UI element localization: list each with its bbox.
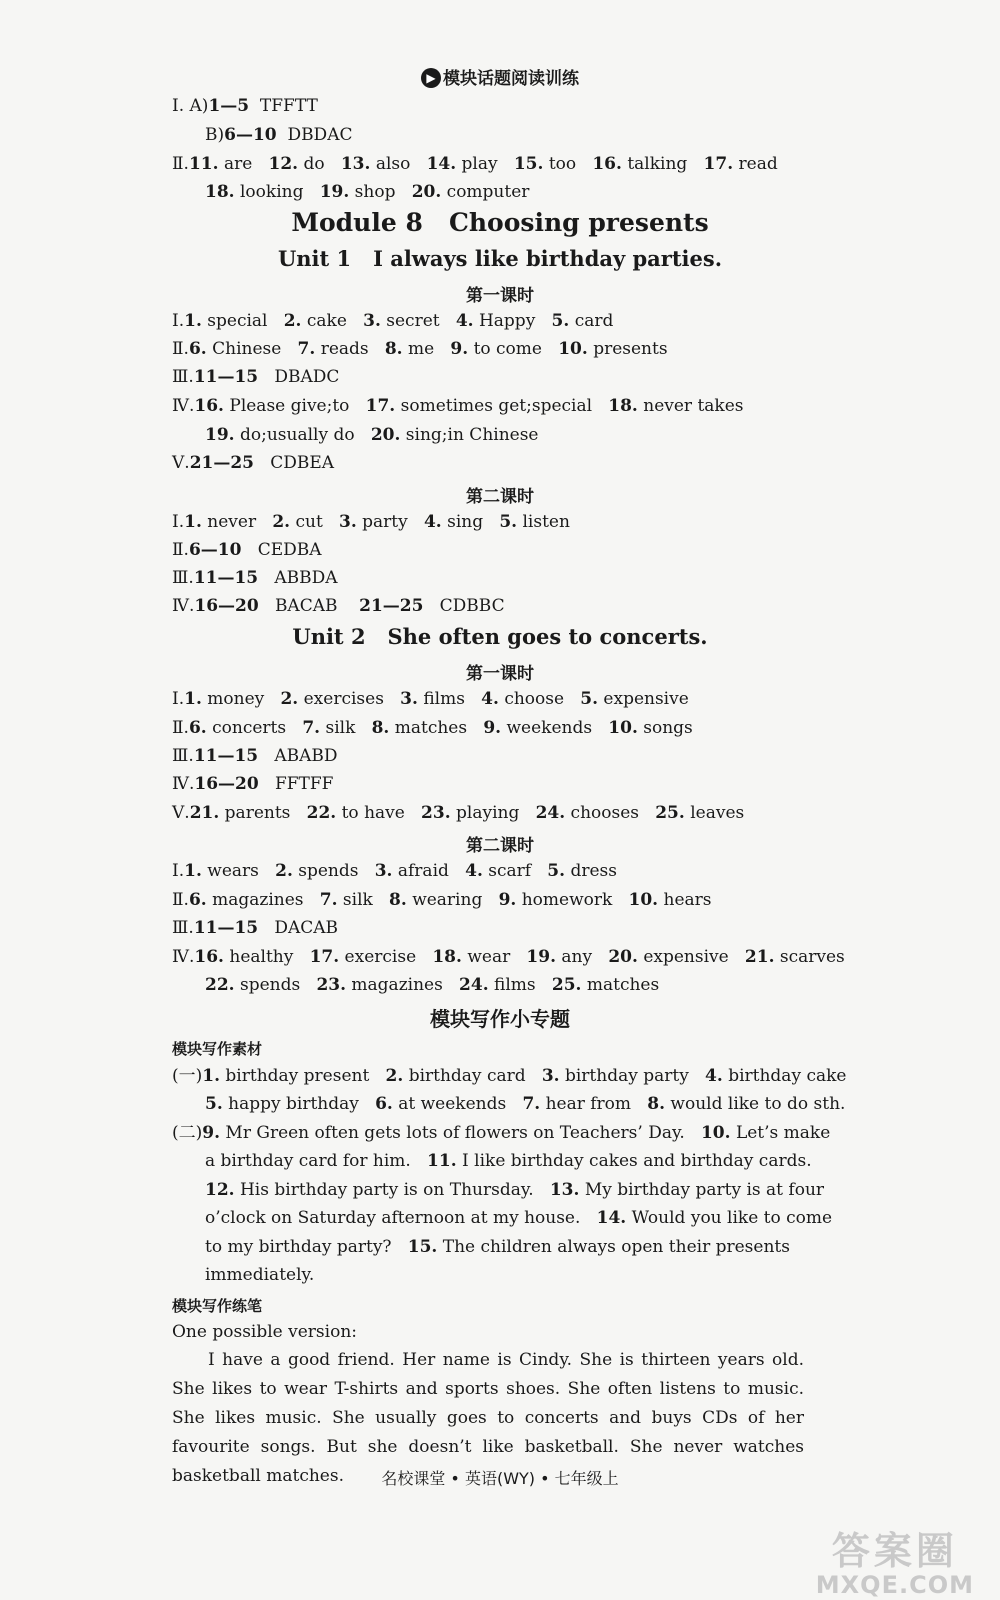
answer-line: Ⅲ.11—15 ABABD (172, 746, 338, 766)
unit1-title: Unit 1 I always like birthday parties. (277, 246, 723, 271)
watermark-text: 答案圈 (831, 1529, 958, 1573)
answer-line: Ⅱ.6. concerts 7. silk 8. matches 9. weekends 10. songs (172, 718, 693, 738)
possible-version-label: One possible version: (172, 1322, 357, 1342)
answer-line: Ⅳ.16. Please give;to 17. sometimes get;special 18. never takes (172, 396, 744, 416)
answer-line: Ⅲ.11—15 ABBDA (172, 568, 338, 588)
answer-line: o’clock on Saturday afternoon at my house. 14. Would you like to come (205, 1208, 833, 1228)
page-footer: 名校课堂 • 英语(WY) • 七年级上 (381, 1469, 619, 1488)
answer-line: to my birthday party? 15. The children always open their presents (205, 1237, 790, 1257)
writing-practice-heading: 模块写作练笔 (172, 1297, 263, 1315)
answer-line: 5. happy birthday 6. at weekends 7. hear from 8. would like to do sth. (205, 1094, 846, 1114)
answer-line: 22. spends 23. magazines 24. films 25. matches (205, 975, 660, 995)
module-title: Module 8 Choosing presents (291, 208, 709, 237)
answer-line: Ⅱ.6—10 CEDBA (172, 540, 322, 560)
answer-line: Ⅲ.11—15 DACAB (172, 918, 339, 938)
lesson-title: 第二课时 (466, 487, 534, 507)
answer-line: B)6—10 DBDAC (205, 125, 353, 145)
lesson-title: 第一课时 (466, 664, 534, 684)
writing-section-title: 模块写作小专题 (430, 1007, 570, 1031)
answer-line: Ⅳ.16—20 FFTFF (172, 774, 334, 794)
answer-line: 19. do;usually do 20. sing;in Chinese (205, 425, 539, 445)
answer-line: Ⅳ.16—20 BACAB 21—25 CDBBC (172, 596, 505, 616)
essay-paragraph: I have a good friend. Her name is Cindy. She is thirteen years old. She likes to wear T-shirts and sports shoes. She often listens to music. She likes music. She usually goes to concerts and buys CDs of her favourite songs. But she doesn’t like basketball. She never watches basketball matches. (172, 1350, 804, 1486)
reading-training-heading: ▶ 模块话题阅读训练 (0, 64, 1000, 89)
answer-line: 12. His birthday party is on Thursday. 13. My birthday party is at four (205, 1180, 825, 1200)
answer-line: Ⅰ.1. never 2. cut 3. party 4. sing 5. listen (172, 512, 570, 532)
lesson-title: 第二课时 (466, 836, 534, 856)
play-arrow-icon: ▶ (421, 68, 441, 88)
answer-line: Ⅰ.1. special 2. cake 3. secret 4. Happy 5. card (172, 311, 614, 331)
answer-line: 18. looking 19. shop 20. computer (205, 182, 530, 202)
answer-line: a birthday card for him. 11. I like birthday cakes and birthday cards. (205, 1151, 812, 1171)
watermark (816, 1520, 974, 1599)
answer-line: (一)1. birthday present 2. birthday card 3. birthday party 4. birthday cake (172, 1066, 847, 1086)
answer-line: Ⅱ.6. Chinese 7. reads 8. me 9. to come 10. presents (172, 339, 668, 359)
answer-line: Ⅰ.1. money 2. exercises 3. films 4. choose 5. expensive (172, 689, 689, 709)
answer-line: Ⅴ.21. parents 22. to have 23. playing 24. chooses 25. leaves (172, 803, 745, 823)
watermark-url: MXQE.COM (815, 1571, 974, 1599)
answer-line: Ⅳ.16. healthy 17. exercise 18. wear 19. any 20. expensive 21. scarves (172, 947, 845, 967)
answer-line: immediately. (205, 1265, 315, 1285)
unit2-title: Unit 2 She often goes to concerts. (292, 624, 708, 649)
lesson-title: 第一课时 (466, 286, 534, 306)
answer-line: (二)9. Mr Green often gets lots of flowers on Teachers’ Day. 10. Let’s make (172, 1123, 831, 1143)
answer-line: Ⅱ.11. are 12. do 13. also 14. play 15. too 16. talking 17. read (172, 154, 778, 174)
answer-line: Ⅱ.6. magazines 7. silk 8. wearing 9. homework 10. hears (172, 890, 712, 910)
answer-line: Ⅰ.1. wears 2. spends 3. afraid 4. scarf 5. dress (172, 861, 617, 881)
answer-line: Ⅰ. A)1—5 TFFTT (172, 96, 318, 116)
writing-material-heading: 模块写作素材 (172, 1040, 263, 1058)
answer-line: Ⅲ.11—15 DBADC (172, 367, 340, 387)
answer-line: Ⅴ.21—25 CDBEA (172, 453, 335, 473)
